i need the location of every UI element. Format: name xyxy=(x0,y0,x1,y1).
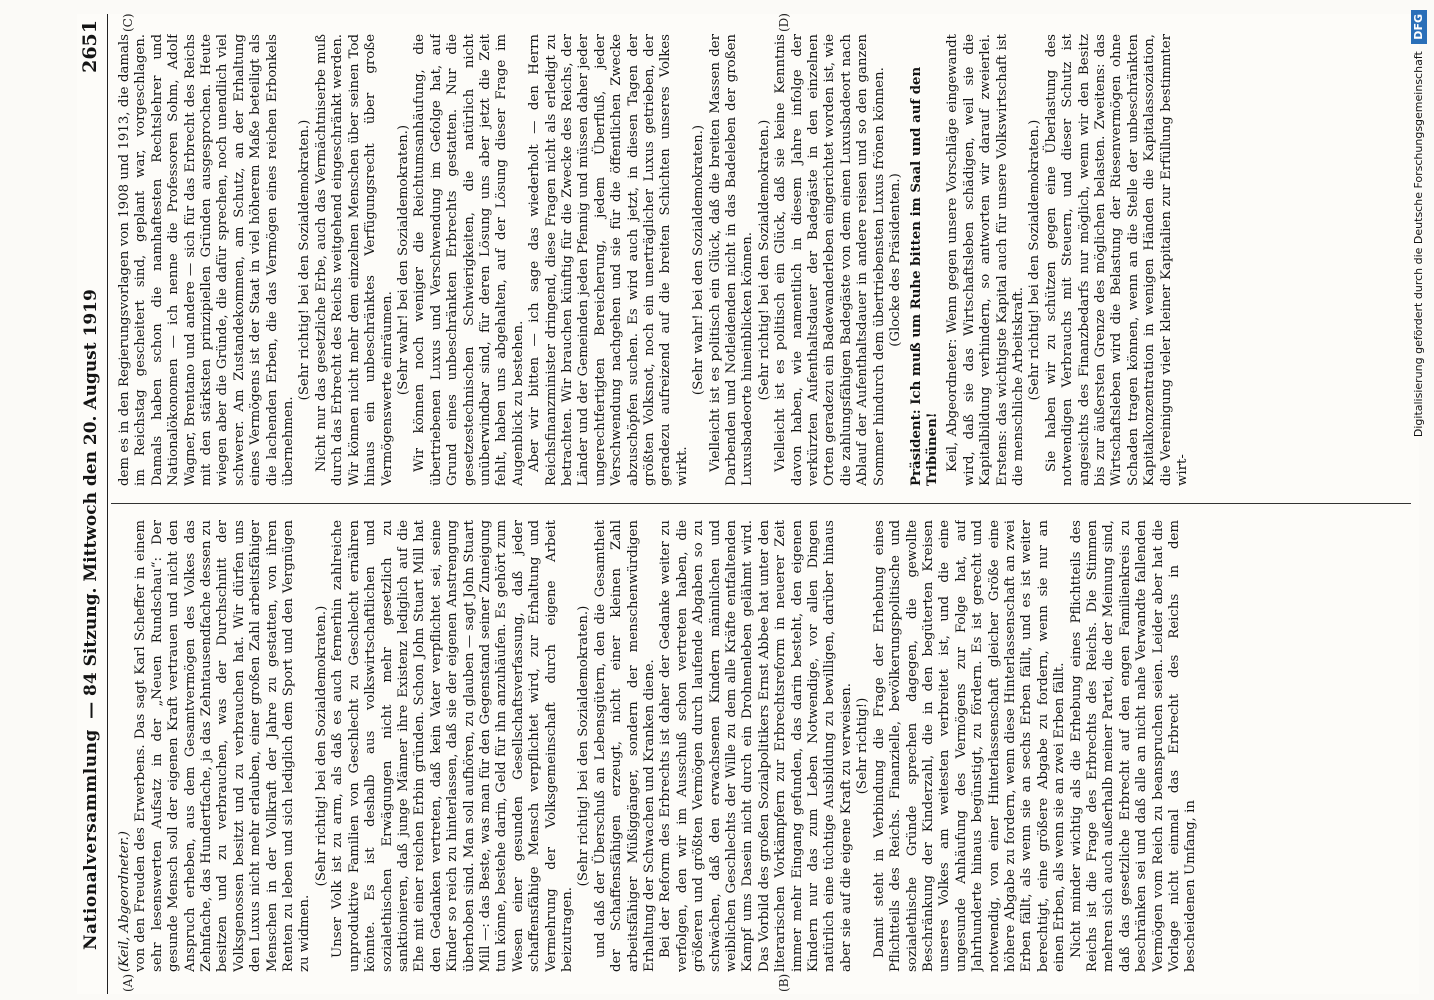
margin-mark-d: (D) xyxy=(777,13,791,32)
right-column-paragraph: Aber wir bitten — ich sage das wiederholt — den Herrn Reichsfinanzminister dringend, diese Fragen nicht als erledigt zu betrachten. Wir brauchen künftig für die Zwecke des Reichs, der Länder und der Gemeinden jeden Pfennig und müssen daher jeder ungerechtfertigten Bereicherung, jedem Überfluß, jeder Verschwendung nachgehen und sie für die öffentlichen Zwecke abzuschöpfen suchen. Es wird auch jetzt, in diesen Tagen der größten Volksnot, noch ein unerträglicher Luxus getrieben, der geradezu aufreizend auf die breiten Schichten unseres Volkes wirkt. xyxy=(527,34,690,486)
left-column-paragraph: von den Freuden des Erwerbens. Das sagt Karl Scheffer in einem sehr lesenswerten Aufsatz in der „Neuen Rundschau“: Der gesunde Mensch soll der eigenen Kraft vertrauen und nicht den Anspruch erheben, aus dem Gesamtvermögen des Volkes das Zehnfache, das Hundertfache, ja das Zehntausendfache dessen zu besitzen und zu verbrauchen, was der Durchschnitt der Volksgenossen besitzt und zu verbrauchen hat. Wir dürfen uns den Luxus nicht mehr erlauben, einer großen Zahl arbeitsfähiger Menschen in der Vollkraft der Jahre zu gestatten, von ihren Renten zu leben und sich lediglich dem Sport und den Vergnügen zu widmen. xyxy=(133,520,313,972)
right-column-paragraph: Keil, Abgeordneter: Wenn gegen unsere Vorschläge eingewandt wird, daß sie das Wirtschaftsleben schädigen, weil sie die Kapitalbildung verhindern, so antworten wir darauf zweierlei. Erstens: das wichtigste Kapital auch für unsere Volkswirtschaft ist die menschliche Arbeitskraft. xyxy=(945,34,1026,486)
left-column-paragraph: und daß der Überschuß an Lebensgütern, den die Gesamtheit der Schaffensfähigen erzeugt, nicht einer kleinen Zahl arbeitsfähiger Müßiggänger, sondern der menschenwürdigen Erhaltung der Schwachen und Kranken diene. xyxy=(592,520,657,972)
right-column-paragraph: dem es in den Regierungsvorlagen von 1908 und 1913, die damals im Reichstag gescheitert sind, geplant war, vorgeschlagen. Damals haben schon die namhaftesten Rechtslehrer und Nationalökonomen — ich nenne die Professoren Sohm, Adolf Wagner, Brentano und andere — sich für das Erbrecht des Reichs mit den stärksten prinzipiellen Gründen ausgesprochen. Heute wiegen aber die Gründe, die dafür sprechen, noch unendlich viel schwerer. Am Zustandekommen, am Schutz, an der Erhaltung eines Vermögens ist der Staat in viel höherem Maße beteiligt als die lachenden Erben, die das Vermögen eines reichen Erbonkels übernehmen. xyxy=(117,34,297,486)
right-column-paragraph: Wir können noch weniger die Reichtumsanhäufung, die übertriebenen Luxus und Verschwendung im Gefolge hat, auf Grund eines unbeschränkten Erbrechts gestatten. Nur die gesetzestechnischen Schwierigkeiten, die natürlich nicht unüberwindbar sind, für deren Lösung uns aber jetzt die Zeit fehlt, haben uns abgehalten, auf der Lösung dieser Frage im Augenblick zu bestehen. xyxy=(412,34,526,486)
column-divider xyxy=(111,503,1411,504)
right-column-paragraph: (Sehr wahr! bei den Sozialdemokraten.) xyxy=(691,124,707,396)
right-text-column xyxy=(117,34,1407,486)
session-date: — 84 Sitzung. Mittwoch den 20. August 1919 xyxy=(81,289,101,719)
right-column-paragraph: (Sehr richtig! bei den Sozialdemokraten.) xyxy=(1027,119,1043,401)
right-column-paragraph: Vielleicht ist es politisch ein Glück, daß sie keine Kenntnis davon haben, wie namentlich in diesem Jahre infolge der verkürzten Aufenthaltsdauer der Badegäste in den einzelnen Orten geradezu ein Badewanderleben eingerichtet worden ist, wie die zahlungsfähigen Badegäste von dem einen Luxusbadeort nach Ablauf der Aufenthaltsdauer in andere reisen und so den ganzen Sommer hindurch dem übertriebensten Luxus frönen können. xyxy=(773,34,887,486)
right-column-paragraph: (Glocke des Präsidenten.) xyxy=(888,173,904,347)
digitization-note: Digitalisierung gefördert durch die Deutsche Forschungsgemeinschaft DFG xyxy=(1408,10,1430,990)
margin-mark-c: (C) xyxy=(121,13,135,32)
dfg-logo: DFG xyxy=(1411,10,1427,44)
margin-mark-b: (B) xyxy=(777,973,791,992)
page-number: 2651 xyxy=(79,20,101,73)
left-column-paragraph: Bei der Reform des Erbrechts ist daher der Gedanke weiter zu verfolgen, den wir im Ausschuß schon vertreten haben, die größeren und größten Vermögen durch laufende Abgaben so zu schwächen, daß den erwachsenen Kindern männlichen und weiblichen Geschlechts der Wille zu dem alle Kräfte entfaltenden Kampf ums Dasein nicht durch ein Drohnenleben gelähmt wird. Das Vorbild des großen Sozialpolitikers Ernst Abbee hat unter den literarischen Vorkämpfern zur Erbrechtsreform in neuerer Zeit immer mehr Eingang gefunden, das darin besteht, den eigenen Kindern nur das zum Leben Notwendige, vor allen Dingen natürlich eine tüchtige Ausbildung zu bewilligen, darüber hinaus aber sie auf die eigene Kraft zu verweisen. xyxy=(658,520,854,972)
right-column-paragraph: Nicht nur das gesetzliche Erbe, auch das Vermächtniserbe muß durch das Erbrecht des Reichs weitgehend eingeschränkt werden. Wir können nicht mehr dem einzelnen Menschen über seinen Tod hinaus ein unbeschränktes Verfügungsrecht über große Vermögenswerte einräumen. xyxy=(313,34,395,486)
newspaper-sheet xyxy=(77,14,1419,994)
left-column-paragraph: (Sehr richtig!) xyxy=(855,697,871,795)
right-column-paragraph: (Sehr wahr! bei den Sozialdemokraten.) xyxy=(395,124,411,396)
right-column-paragraph: Präsident: Ich muß um Ruhe bitten im Saal und auf den Tribünen! xyxy=(908,66,940,486)
digitization-credit xyxy=(1408,10,1430,990)
header-rule xyxy=(107,14,108,994)
right-column-paragraph: (Sehr richtig! bei den Sozialdemokraten.) xyxy=(297,119,313,401)
right-column-paragraph: Vielleicht ist es politisch ein Glück, daß die breiten Massen der Darbenden und Notleidenden nicht in das Badeleben der großen Luxusbadeorte hineinblicken können. xyxy=(707,34,756,486)
publication-title: Nationalversammlung xyxy=(81,729,101,950)
right-column-paragraph: Sie haben wir zu schützen gegen eine Überlastung des notwendigen Verbrauchs mit Steuern, und dieser Schutz ist angesichts des Finanzbedarfs nur möglich, wenn wir den Besitz bis zur äußersten Grenze des möglichen belasten. Zweitens: das Wirtschaftsleben wird die Belastung der Riesenvermögen ohne Schaden tragen können, wenn an die Stelle der unbeschränkten Kapitalkonzentration in wenigen Händen die Kapitalassoziation, die Vereinigung vieler kleiner Kapitalien zur Erfüllung bestimmter wirt- xyxy=(1043,34,1190,486)
left-column-paragraph: (Keil, Abgeordneter.) xyxy=(117,831,132,972)
left-column-paragraph: Nicht minder wichtig als die Erhebung eines Pflichtteils des Reichs ist die Frage des Erbrechts des Reichs. Die Stimmen mehren sich auch außerhalb meiner Partei, die der Meinung sind, daß das gesetzliche Erbrecht auf den engen Familienkreis zu beschränken sei und daß alle an nicht nahe Verwandte fallenden Vermögen vom Reich zu beanspruchen seien. Leider aber hat die Vorlage nicht einmal das Erbrecht des Reichs in dem bescheidenen Umfang, in xyxy=(1068,520,1199,972)
left-column-paragraph: Unser Volk ist zu arm, als daß es auch fernerhin zahlreiche unproduktive Familien von Geschlecht zu Geschlecht ernähren könnte. Es ist deshalb aus volkswirtschaftlichen und sozialethischen Erwägungen nicht mehr gesetzlich zu sanktionieren, daß junge Männer ihre Existenz lediglich auf die Ehe mit einer reichen Erbin gründen. Schon John Stuart Mill hat den Gedanken vertreten, daß kein Vater verpflichtet sei, seine Kinder so reich zu hinterlassen, daß sie der eigenen Anstrengung überhoben sind. Man soll aufhören, zu glauben — sagt John Stuart Mill —: das Beste, was man für den Gegenstand seiner Zuneigung tun könne, bestehe darin, Geld für ihn anzuhäufen. Es gehört zum Wesen einer gesunden Gesellschaftsverfassung, daß jeder schaffensfähige Mensch verpflichtet wird, zur Erhaltung und Vermehrung der Volksgemeinschaft durch eigene Arbeit beizutragen. xyxy=(330,520,575,972)
left-column-paragraph: (Sehr richtig! bei den Sozialdemokraten.) xyxy=(576,605,592,887)
page-header xyxy=(77,14,105,994)
right-column-paragraph: (Sehr richtig! bei den Sozialdemokraten.) xyxy=(756,119,772,401)
left-text-column xyxy=(117,520,1407,972)
margin-mark-a: (A) xyxy=(121,973,135,992)
left-column-paragraph: Damit steht in Verbindung die Frage der Erhebung eines Pflichtteils des Reichs. Finanzielle, bevölkerungspolitische und sozialethische Gründe sprechen dagegen, die gewollte Beschränkung der Kinderzahl, die in den begüterten Kreisen unseres Volkes am weitesten verbreitet ist, und die eine ungesunde Anhäufung des Vermögens zur Folge hat, auf Jahrhunderte hinaus begünstigt, zu fördern. Es ist gerecht und notwendig, von einer Hinterlassenschaft gleicher Größe eine höhere Abgabe zu fordern, wenn diese Hinterlassenschaft an zwei Erben fällt, als wenn sie an sechs Erben fällt, und es ist weiter berechtigt, eine größere Abgabe zu fordern, wenn sie nur an einen Erben, als wenn sie an zwei Erben fällt. xyxy=(871,520,1068,972)
left-column-paragraph: (Sehr richtig! bei den Sozialdemokraten.) xyxy=(313,605,329,887)
